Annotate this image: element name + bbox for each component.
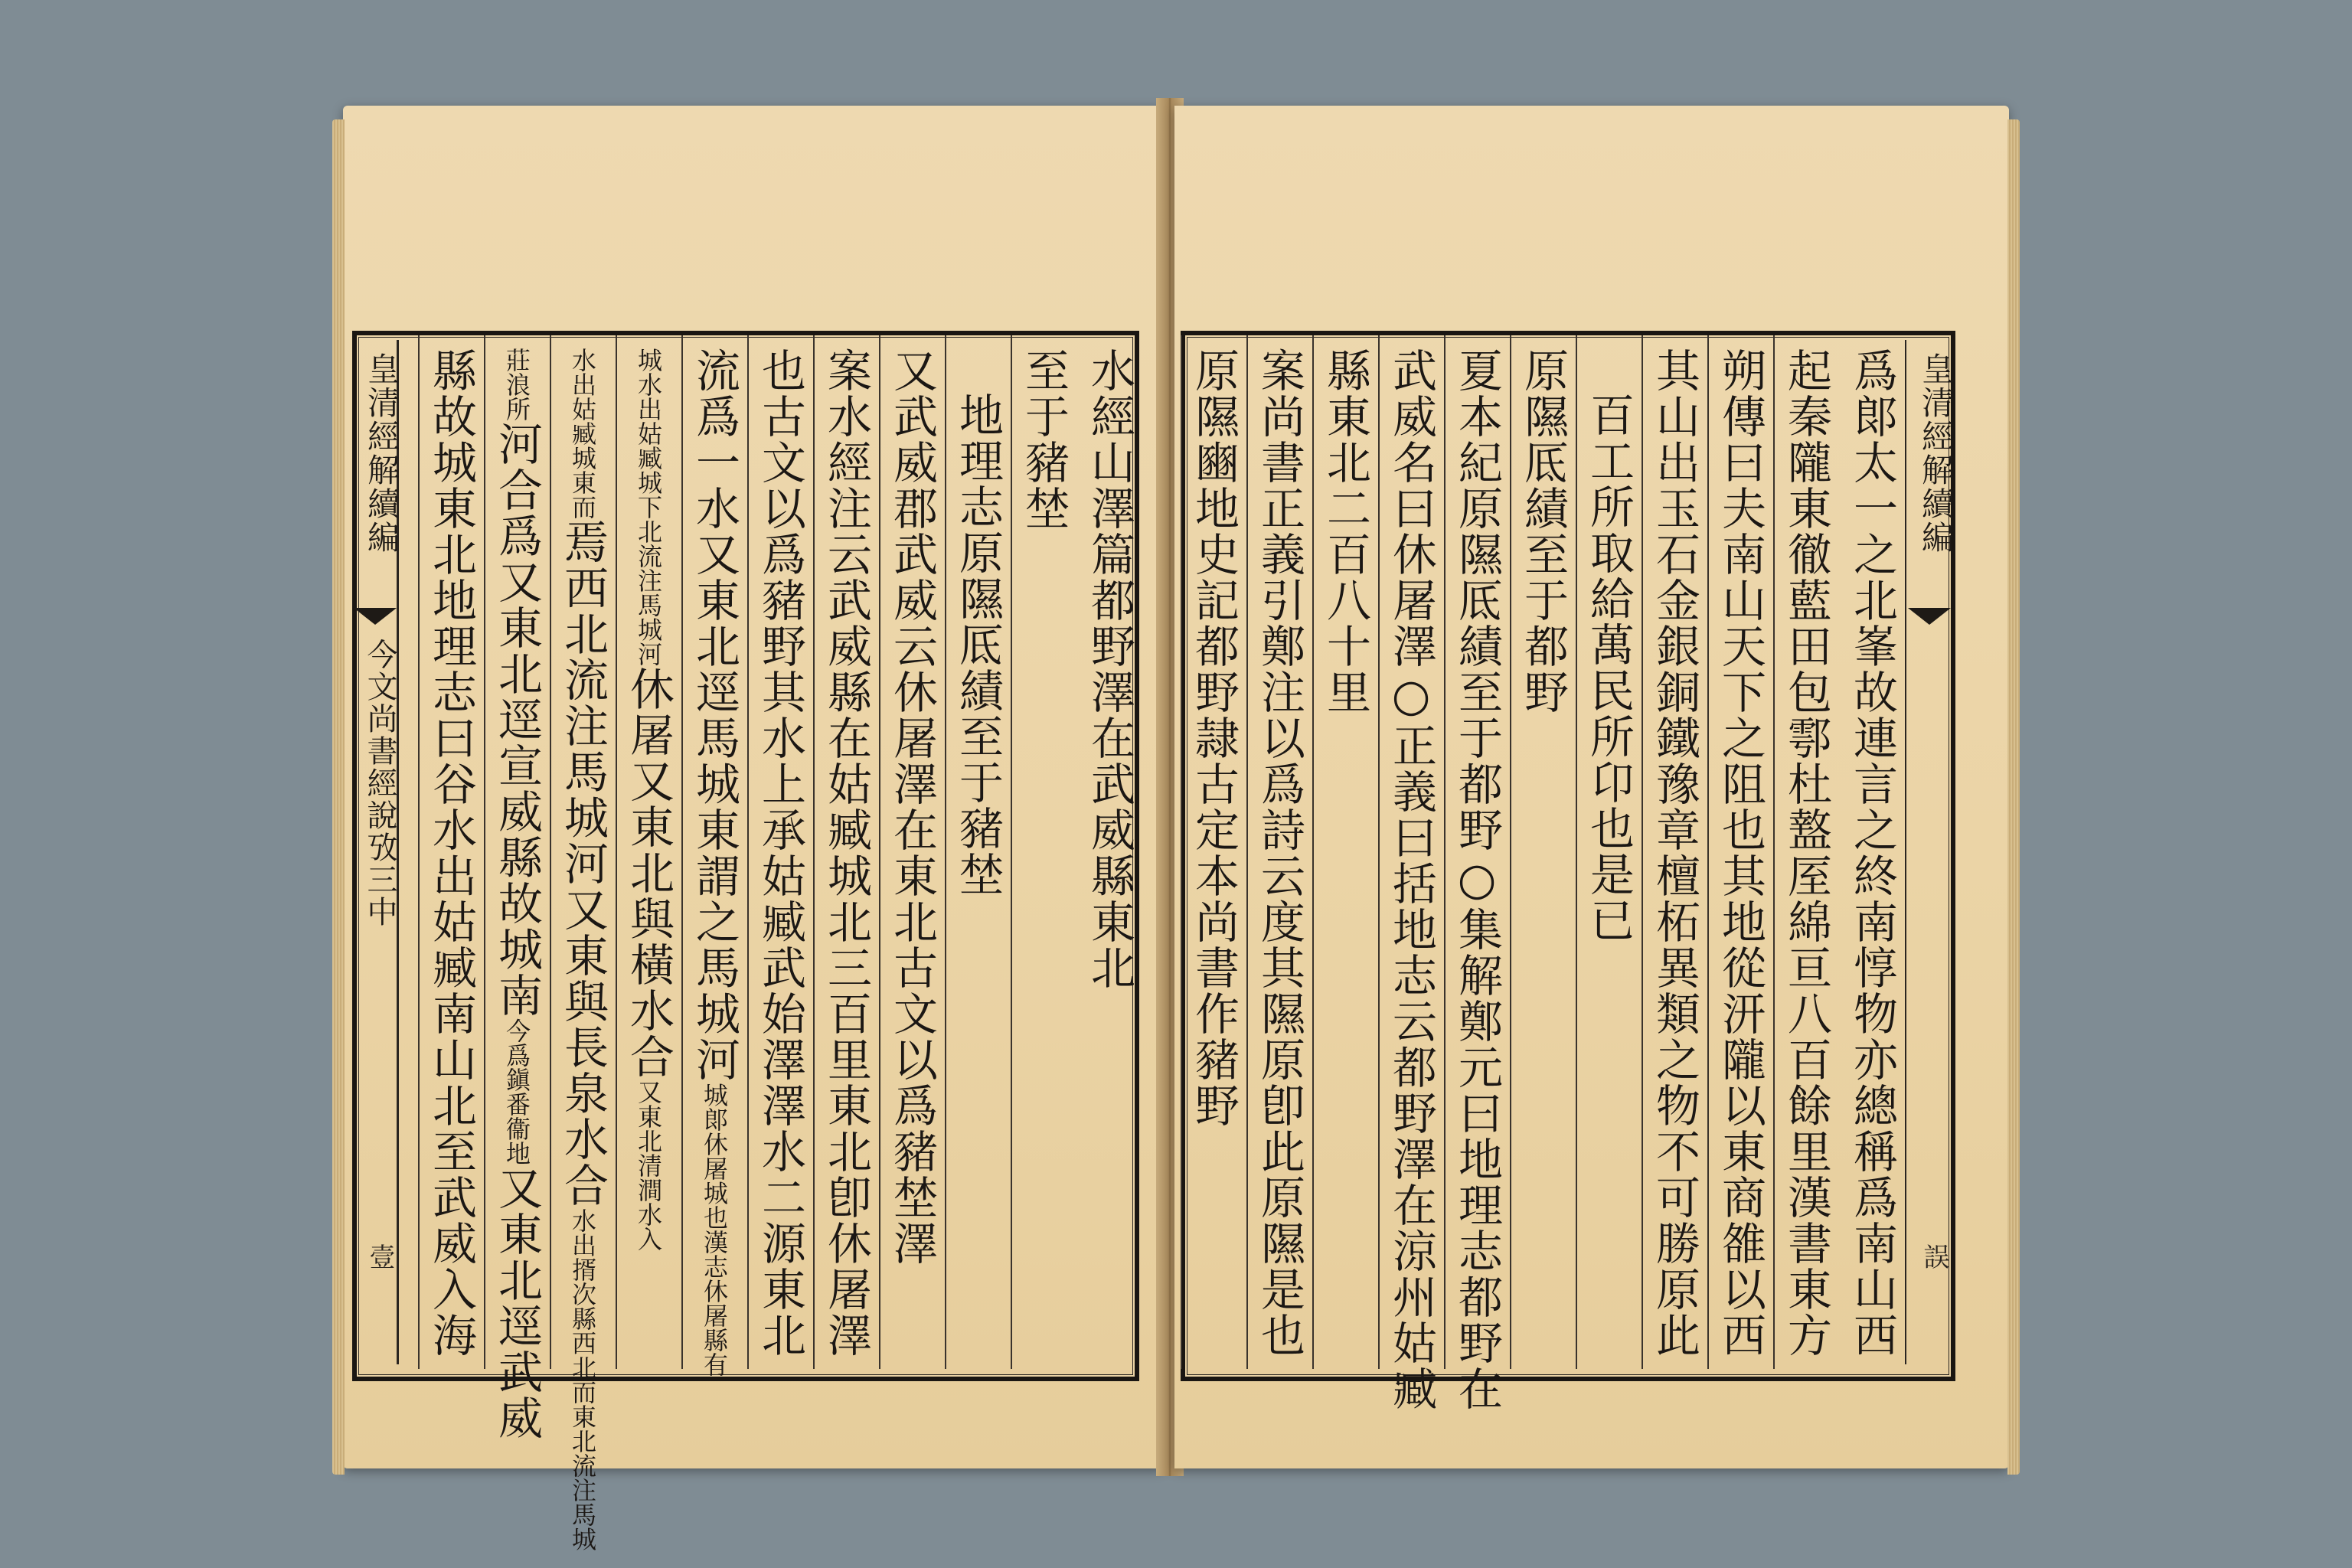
- right-col-7: 夏本紀原隰厎績至于都野○集解鄭元曰地理志都野在: [1444, 335, 1510, 1369]
- right-col-4: 其山出玉石金銀銅鐵豫章檀柘異類之物不可勝原此: [1642, 335, 1707, 1369]
- left-col-10-main: 河合爲: [491, 421, 543, 559]
- left-col-7-note: 城郞休屠城也漢志休屠縣有: [700, 1083, 729, 1377]
- right-col-11: 原隰豳地史記都野隷古定本尚書作豬野: [1181, 335, 1246, 1369]
- left-banxin: [352, 340, 399, 1364]
- left-col-7: [681, 335, 747, 1377]
- left-col-8-note: 城水出姑臧城下北流注馬城河: [634, 348, 663, 666]
- right-banxin-folio: 誤: [1919, 1243, 1949, 1269]
- left-col-2: 至于豬埜: [1011, 335, 1076, 1369]
- right-col-8: 武威名曰休屠澤○正義曰括地志云都野澤在涼州姑臧: [1378, 335, 1444, 1369]
- right-col-6: 原隰厎績至于都野: [1510, 335, 1576, 1369]
- left-col-9: [550, 335, 616, 1551]
- left-banxin-chapter: 今文尚書經說攷三中: [362, 639, 397, 928]
- right-banxin-title: 皇清經解續編: [1917, 352, 1955, 554]
- left-col-10-main-b: 又東北逕宣威縣故城南: [491, 559, 543, 1018]
- left-col-8: [616, 335, 681, 1369]
- right-col-10: 案尚書正義引鄭注以爲詩云度其隰原卽此原隰是也: [1246, 335, 1312, 1369]
- left-col-5: 案水經注云武威縣在姑臧城北三百里東北卽休屠澤: [813, 335, 879, 1369]
- fish-tail-mark-right: [1908, 608, 1951, 625]
- fish-tail-mark: [354, 608, 397, 625]
- left-col-10-main-c: 又東北逕武威: [491, 1165, 543, 1441]
- left-col-6: 也古文以爲豬野其水上承姑臧武始澤澤水二源東北: [747, 335, 813, 1369]
- right-col-3: 朔傳曰夫南山天下之阻也其地從汧隴以東商雒以西: [1707, 335, 1773, 1369]
- right-col-1: 爲郞太一之北峯故連言之終南惇物亦總稱爲南山西: [1846, 348, 1898, 1358]
- left-col-9-main: 焉西北流注馬城河又東與長泉水合: [557, 519, 609, 1208]
- right-col-2: 起秦隴東徹藍田包鄠杜盩厔綿亘八百餘里漢書東方: [1773, 335, 1839, 1369]
- right-col-5: 百工所取給萬民所卬也是已: [1576, 335, 1642, 1369]
- left-col-4: 又武威郡武威云休屠澤在東北古文以爲豬埜澤: [879, 335, 945, 1369]
- left-banxin-title: 皇清經解續編: [363, 352, 400, 554]
- left-col-10-note-b: 今爲鎭番衞地: [502, 1018, 531, 1165]
- left-col-8-note-b: 又東北清澗水入: [634, 1080, 663, 1251]
- left-col-9-note: 水出姑臧城東而: [568, 348, 597, 519]
- right-page: [1174, 106, 2009, 1468]
- right-banxin: [1905, 340, 1955, 1364]
- right-col-9: 縣東北二百八十里: [1312, 335, 1378, 1369]
- left-col-8-main: 休屠又東北與橫水合: [622, 666, 675, 1080]
- left-col-10: [484, 335, 550, 1441]
- left-col-1: 水經山澤篇都野澤在武威縣東北: [1083, 348, 1135, 991]
- open-book: [343, 98, 2009, 1551]
- left-col-3: 地理志原隰厎績至于豬埜: [945, 335, 1011, 1369]
- left-page-edge: [332, 119, 345, 1475]
- left-col-9-note-b: 水出揟次縣西北而東北流注馬城: [568, 1208, 597, 1551]
- left-banxin-folio: 壹: [364, 1243, 395, 1269]
- right-page-edge: [2007, 119, 2020, 1475]
- left-page: [343, 106, 1162, 1551]
- left-col-10-note: 莊浪所: [502, 348, 531, 421]
- left-col-7-main: 流爲一水又東北逕馬城東謂之馬城河: [688, 348, 740, 1083]
- left-col-11: 縣故城東北地理志曰谷水出姑臧南山北至武威入海: [418, 335, 484, 1369]
